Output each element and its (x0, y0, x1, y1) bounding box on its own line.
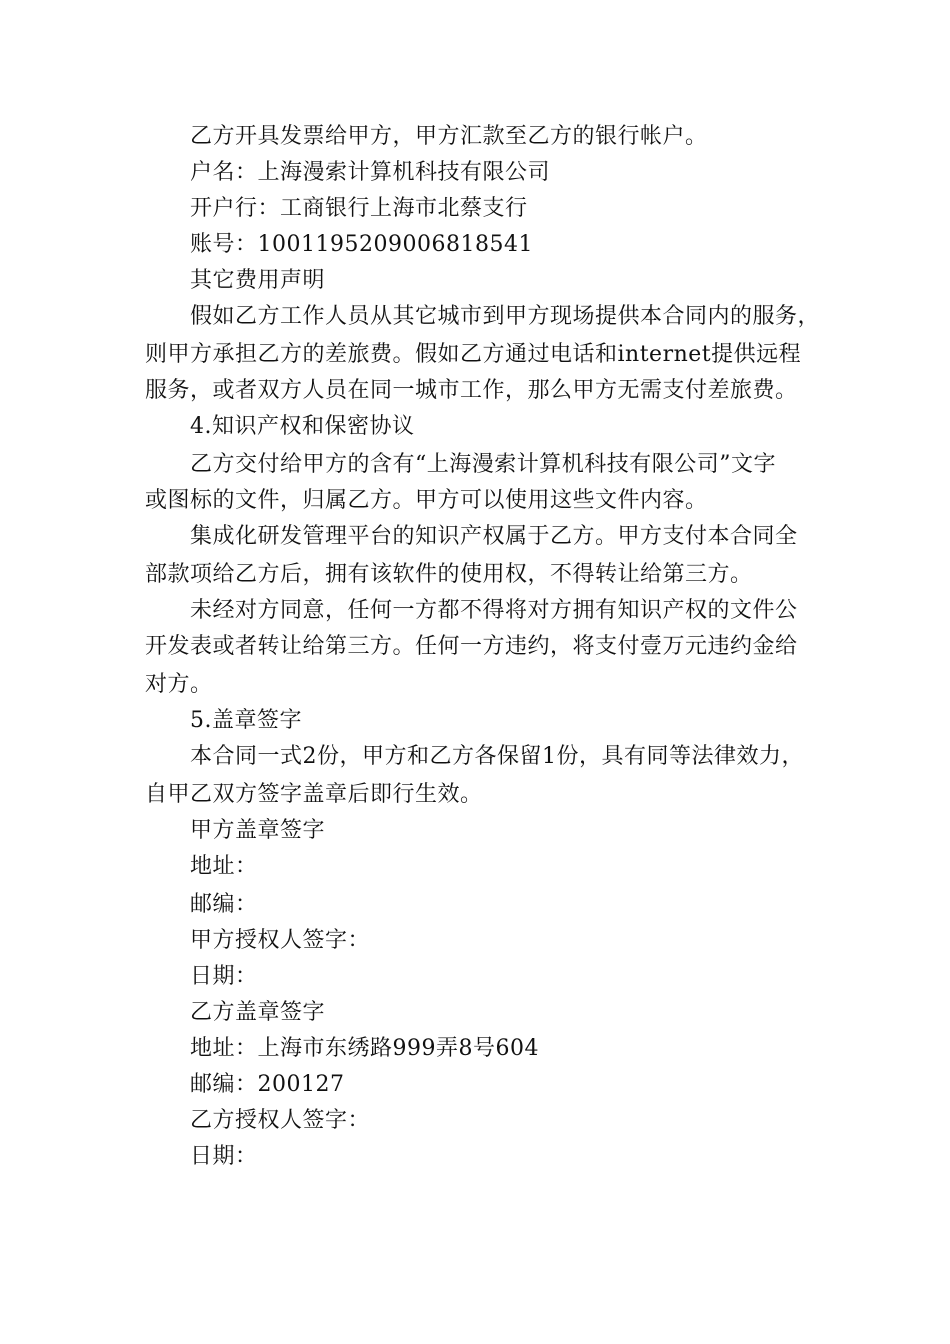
bank-name: 开户行：工商银行上海市北蔡支行 (190, 196, 528, 221)
signature-paragraph-line: 本合同一式2份，甲方和乙方各保留1份，具有同等法律效力， (190, 744, 804, 769)
ip-paragraph-line: 对方。 (145, 672, 213, 697)
party-b-address: 地址：上海市东绣路999弄8号604 (190, 1036, 539, 1061)
party-a-date: 日期： (190, 964, 258, 989)
ip-paragraph-line: 部款项给乙方后，拥有该软件的使用权，不得转让给第三方。 (145, 562, 753, 587)
party-b-title: 乙方盖章签字 (190, 1000, 326, 1025)
other-fees-paragraph-line: 服务，或者双方人员在同一城市工作，那么甲方无需支付差旅费。 (145, 378, 798, 403)
party-a-postcode: 邮编： (190, 892, 258, 917)
party-b-date: 日期： (190, 1144, 258, 1169)
party-a-signer: 甲方授权人签字： (190, 928, 371, 953)
party-a-address: 地址： (190, 854, 258, 879)
ip-paragraph-line: 未经对方同意，任何一方都不得将对方拥有知识产权的文件公 (190, 598, 798, 623)
account-name: 户名：上海漫索计算机科技有限公司 (190, 160, 551, 185)
signature-section-heading: 5.盖章签字 (190, 708, 302, 733)
party-b-postcode: 邮编：200127 (190, 1072, 345, 1097)
payment-intro: 乙方开具发票给甲方，甲方汇款至乙方的银行帐户。 (190, 124, 708, 149)
ip-section-heading: 4.知识产权和保密协议 (190, 414, 415, 439)
ip-paragraph-line: 或图标的文件，归属乙方。甲方可以使用这些文件内容。 (145, 488, 708, 513)
ip-paragraph-line: 集成化研发管理平台的知识产权属于乙方。甲方支付本合同全 (190, 524, 798, 549)
ip-paragraph-line: 乙方交付给甲方的含有“上海漫索计算机科技有限公司”文字 (190, 452, 776, 477)
signature-paragraph-line: 自甲乙双方签字盖章后即行生效。 (145, 782, 483, 807)
other-fees-paragraph-line: 则甲方承担乙方的差旅费。假如乙方通过电话和internet提供远程 (145, 342, 802, 367)
ip-paragraph-line: 开发表或者转让给第三方。任何一方违约，将支付壹万元违约金给 (145, 634, 798, 659)
other-fees-heading: 其它费用声明 (190, 268, 326, 293)
other-fees-paragraph-line: 假如乙方工作人员从其它城市到甲方现场提供本合同内的服务， (190, 304, 821, 329)
account-number: 账号：1001195209006818541 (190, 232, 533, 257)
party-b-signer: 乙方授权人签字： (190, 1108, 371, 1133)
party-a-title: 甲方盖章签字 (190, 818, 326, 843)
